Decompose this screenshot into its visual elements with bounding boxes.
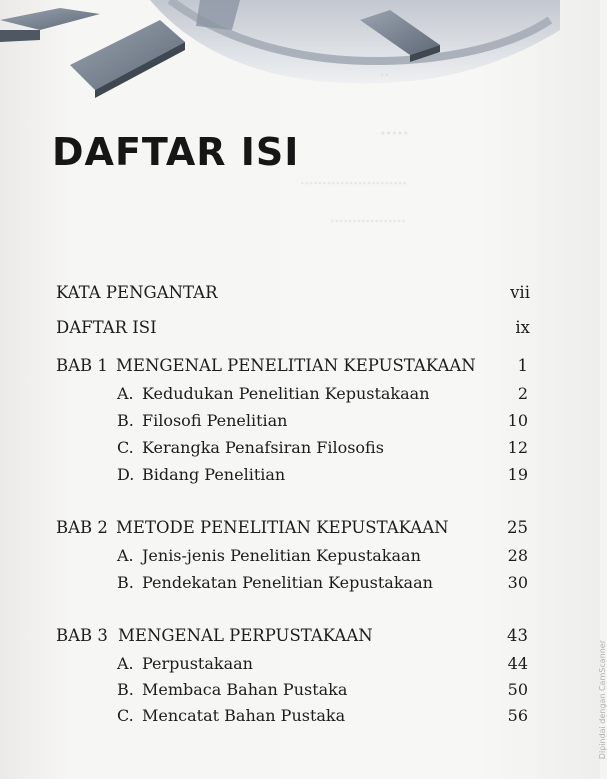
section-page: 2 — [517, 384, 528, 403]
section-page: 56 — [507, 706, 528, 725]
section-letter: B. — [117, 680, 134, 699]
section-letter: C. — [117, 438, 134, 457]
chapter-number: BAB 1 — [56, 356, 108, 375]
chapter-title: MENGENAL PENELITIAN KEPUSTAKAAN — [116, 356, 476, 375]
toc-entry-label: KATA PENGANTAR — [56, 283, 218, 302]
chapter-title: MENGENAL PERPUSTAKAAN — [118, 626, 373, 645]
section-title: Bidang Penelitian — [142, 465, 286, 484]
chapter-page: 43 — [507, 626, 528, 645]
section-title: Membaca Bahan Pustaka — [142, 680, 348, 699]
toc-entry-label: DAFTAR ISI — [56, 318, 157, 337]
section-page: 28 — [507, 546, 528, 565]
chapter-title: METODE PENELITIAN KEPUSTAKAAN — [116, 518, 449, 537]
scanner-watermark: Dipindai dengan CamScanner — [598, 640, 607, 760]
section-title: Pendekatan Penelitian Kepustakaan — [142, 573, 433, 592]
section-title: Jenis-jenis Penelitian Kepustakaan — [142, 546, 421, 565]
section-title: Kedudukan Penelitian Kepustakaan — [142, 384, 430, 403]
section-page: 44 — [507, 654, 528, 673]
section-letter: A. — [117, 546, 134, 565]
section-title: Mencatat Bahan Pustaka — [142, 706, 346, 725]
section-letter: A. — [117, 384, 134, 403]
section-title: Filosofi Penelitian — [142, 411, 288, 430]
chapter-number: BAB 3 — [56, 626, 108, 645]
section-page: 50 — [507, 680, 528, 699]
section-letter: B. — [117, 573, 134, 592]
section-title: Kerangka Penafsiran Filosofis — [142, 438, 384, 457]
toc-entry-page: ix — [515, 318, 530, 337]
section-title: Perpustakaan — [142, 654, 253, 673]
section-letter: D. — [117, 465, 135, 484]
chapter-page: 25 — [507, 518, 528, 537]
section-letter: A. — [117, 654, 134, 673]
section-page: 12 — [507, 438, 528, 457]
section-letter: C. — [117, 706, 134, 725]
section-letter: B. — [117, 411, 134, 430]
page-title: DAFTAR ISI — [52, 130, 300, 174]
section-page: 10 — [507, 411, 528, 430]
section-page: 30 — [507, 573, 528, 592]
chapter-number: BAB 2 — [56, 518, 108, 537]
chapter-page: 1 — [517, 356, 528, 375]
section-page: 19 — [507, 465, 528, 484]
toc-entry-page: vii — [510, 283, 530, 302]
